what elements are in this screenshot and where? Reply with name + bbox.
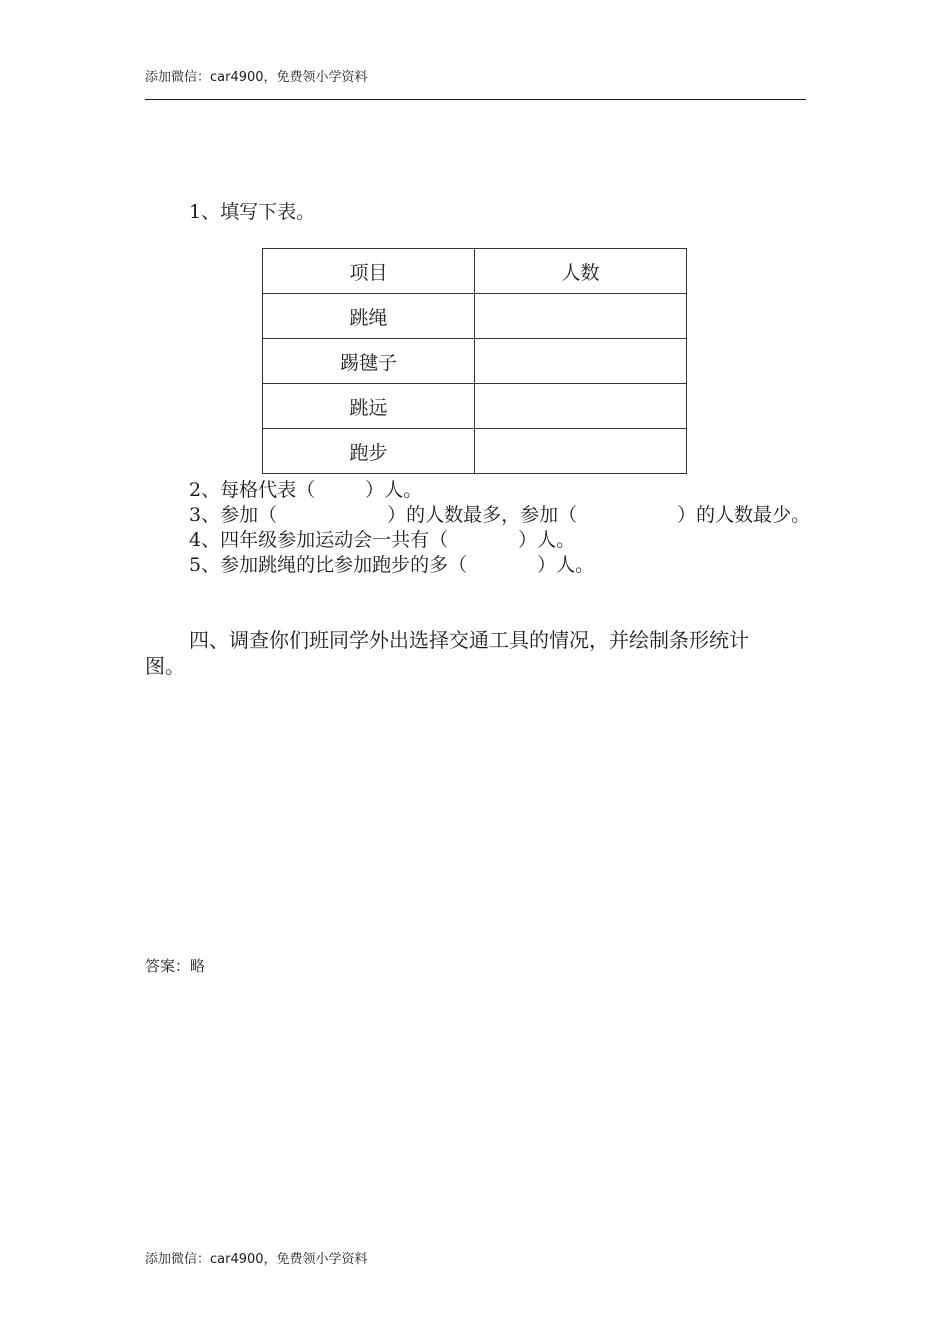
table-cell-count: [475, 384, 687, 429]
section-4-line-1: 四、调查你们班同学外出选择交通工具的情况，并绘制条形统计: [189, 628, 749, 652]
question-4-text-b: ）人。: [518, 529, 576, 551]
question-3-text-b: ）的人数最多，参加（: [387, 504, 578, 526]
table-cell-item: 跳绳: [263, 294, 475, 339]
header-divider: [145, 99, 806, 100]
table-header-cell: 人数: [475, 249, 687, 294]
page-header-text: 添加微信：car4900，免费领小学资料: [145, 70, 368, 85]
question-3-text-c: ）的人数最少。: [677, 504, 811, 526]
table-row: [263, 429, 687, 474]
table-cell-item: 跳远: [263, 384, 475, 429]
table-row: [263, 384, 687, 429]
question-5-text-a: 5、参加跳绳的比参加跑步的多（: [189, 554, 468, 576]
question-2-text-a: 2、每格代表（: [189, 479, 316, 501]
question-2: [189, 481, 422, 500]
answer-text: 答案：略: [145, 957, 206, 975]
question-5: [189, 556, 594, 575]
table-cell-count: [475, 339, 687, 384]
sports-count-table: [262, 248, 687, 474]
question-2-text-b: ）人。: [365, 479, 423, 501]
question-1-title: 1、填写下表。: [189, 201, 316, 223]
table-cell-item: 跑步: [263, 429, 475, 474]
section-4-line-2: 图。: [145, 654, 185, 678]
table-cell-item: 踢毽子: [263, 339, 475, 384]
table-row: [263, 294, 687, 339]
question-3: [189, 506, 810, 525]
table-cell-count: [475, 294, 687, 339]
question-5-text-b: ）人。: [537, 554, 595, 576]
table-header-row: [263, 249, 687, 294]
table-cell-count: [475, 429, 687, 474]
table-header-cell: 项目: [263, 249, 475, 294]
question-4-text-a: 4、四年级参加运动会一共有（: [189, 529, 449, 551]
question-3-text-a: 3、参加（: [189, 504, 278, 526]
table-row: [263, 339, 687, 384]
page-footer-text: 添加微信：car4900，免费领小学资料: [145, 1252, 368, 1267]
question-4: [189, 531, 575, 550]
